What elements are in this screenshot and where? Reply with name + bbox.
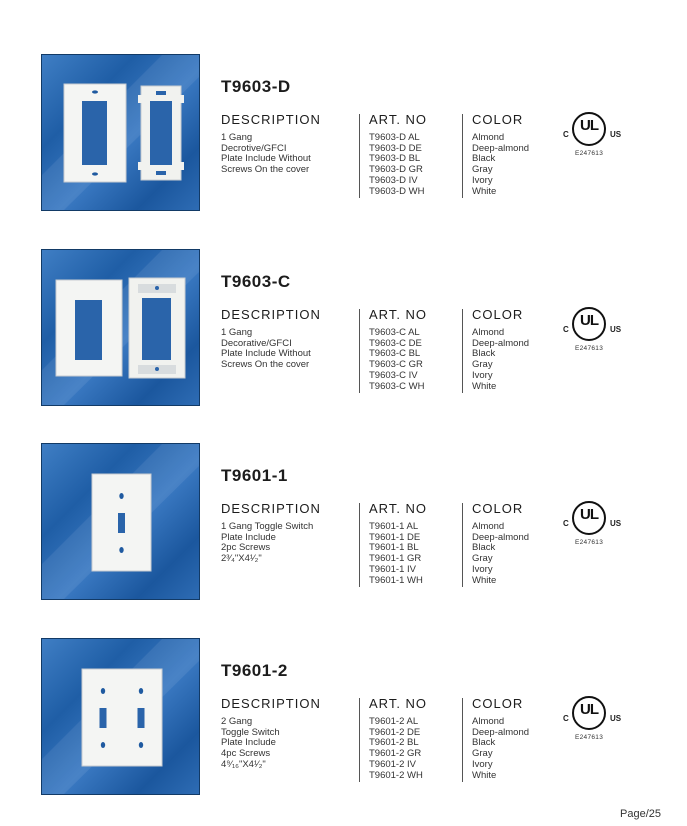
art-no-item: T9601-1 BL: [369, 542, 419, 554]
color-item: Almond: [472, 716, 505, 727]
art-no-list: [369, 328, 424, 392]
color-item: Gray: [472, 748, 493, 760]
column-divider: [462, 309, 463, 393]
art-no-item: T9601-1 GR: [369, 553, 422, 565]
art-no-item: T9601-1 WH: [369, 574, 423, 586]
product-block: [0, 54, 687, 214]
product-photo: [41, 443, 200, 600]
color-item: Almond: [472, 132, 505, 143]
ul-certification-mark: [560, 498, 624, 548]
ul-c-label: C: [563, 130, 569, 139]
color-list: [472, 522, 529, 586]
color-header: COLOR: [472, 696, 524, 711]
description-line: 2³⁄₄"X4¹⁄₂": [221, 553, 262, 565]
art-no-item: T9601-1 AL: [369, 521, 419, 532]
ul-us-label: US: [610, 130, 622, 139]
product-model: T9603-D: [221, 77, 291, 96]
description-header: DESCRIPTION: [221, 501, 321, 516]
column-divider: [359, 503, 360, 587]
color-item: Ivory: [472, 563, 493, 575]
color-header: COLOR: [472, 112, 524, 127]
product-block: [0, 249, 687, 409]
art-no-item: T9603-D BL: [369, 153, 421, 165]
art-no-item: T9601-2 IV: [369, 758, 416, 770]
column-divider: [359, 698, 360, 782]
product-photo: [41, 54, 200, 211]
ul-cert-number: E247613: [575, 345, 604, 352]
description-line: 1 Gang: [221, 132, 253, 143]
product-block: [0, 638, 687, 798]
single-toggle-plate-icon: [42, 444, 200, 600]
description-line: Plate Include Without: [221, 153, 311, 165]
art-no-header: ART. NO: [369, 307, 428, 322]
column-divider: [359, 114, 360, 198]
color-item: Gray: [472, 359, 493, 371]
ul-certification-mark: [560, 693, 624, 743]
art-no-item: T9603-C WH: [369, 380, 425, 392]
color-list: [472, 328, 529, 392]
column-divider: [462, 503, 463, 587]
color-item: Deep-almond: [472, 142, 530, 154]
color-item: Black: [472, 542, 496, 554]
description-lines: [221, 133, 311, 176]
column-divider: [462, 698, 463, 782]
color-item: White: [472, 574, 497, 586]
description-lines: [221, 328, 311, 371]
art-no-item: T9601-2 WH: [369, 769, 423, 781]
color-item: Deep-almond: [472, 531, 530, 543]
ul-c-label: C: [563, 714, 569, 723]
color-item: Ivory: [472, 369, 493, 381]
description-line: Plate Include Without: [221, 348, 311, 360]
product-photo: [41, 249, 200, 406]
art-no-item: T9603-C GR: [369, 359, 423, 371]
description-header: DESCRIPTION: [221, 307, 321, 322]
description-line: Decorative/GFCI: [221, 337, 292, 349]
ul-cert-number: E247613: [575, 539, 604, 546]
product-photo: [41, 638, 200, 795]
art-no-item: T9603-D GR: [369, 164, 423, 176]
art-no-item: T9603-D DE: [369, 142, 422, 154]
ul-cert-number: E247613: [575, 150, 604, 157]
description-line: 2 Gang: [221, 716, 253, 727]
art-no-list: [369, 522, 423, 586]
color-item: Ivory: [472, 758, 493, 770]
decorator-gfci-plate-and-frame-icon: [42, 55, 200, 211]
description-line: 4⁹⁄₁₆"X4¹⁄₂": [221, 758, 266, 770]
description-line: Screws On the cover: [221, 164, 310, 176]
double-toggle-plate-icon: [42, 639, 200, 795]
description-line: 2pc Screws: [221, 542, 271, 554]
ul-certification-mark: [560, 304, 624, 354]
page-number: Page/25: [620, 808, 661, 820]
color-item: White: [472, 769, 497, 781]
color-item: Deep-almond: [472, 726, 530, 738]
art-no-item: T9601-1 IV: [369, 563, 416, 575]
description-lines: [221, 522, 313, 565]
art-no-item: T9601-2 BL: [369, 737, 419, 749]
column-divider: [462, 114, 463, 198]
description-line: Screws On the cover: [221, 359, 310, 371]
art-no-item: T9603-C DE: [369, 337, 422, 349]
art-no-item: T9601-2 DE: [369, 726, 421, 738]
color-list: [472, 717, 529, 781]
ul-logo-text: UL: [580, 312, 598, 329]
description-header: DESCRIPTION: [221, 696, 321, 711]
art-no-item: T9603-D WH: [369, 185, 425, 197]
art-no-header: ART. NO: [369, 696, 428, 711]
art-no-item: T9603-D AL: [369, 132, 420, 143]
product-model: T9601-2: [221, 661, 288, 680]
color-item: White: [472, 185, 497, 197]
ul-us-label: US: [610, 519, 622, 528]
color-item: Gray: [472, 164, 493, 176]
color-item: Ivory: [472, 174, 493, 186]
ul-logo-text: UL: [580, 701, 598, 718]
description-line: Plate Include: [221, 531, 276, 543]
column-divider: [359, 309, 360, 393]
description-header: DESCRIPTION: [221, 112, 321, 127]
ul-logo-text: UL: [580, 506, 598, 523]
art-no-item: T9601-1 DE: [369, 531, 421, 543]
art-no-item: T9603-C AL: [369, 327, 420, 338]
product-model: T9603-C: [221, 272, 291, 291]
description-lines: [221, 717, 280, 771]
ul-c-label: C: [563, 325, 569, 334]
art-no-item: T9603-C IV: [369, 369, 418, 381]
description-line: Plate Include: [221, 737, 276, 749]
product-block: [0, 443, 687, 603]
ul-certification-mark: [560, 109, 624, 159]
color-item: Black: [472, 348, 496, 360]
art-no-list: [369, 133, 424, 197]
color-list: [472, 133, 529, 197]
ul-logo-text: UL: [580, 117, 598, 134]
description-line: Toggle Switch: [221, 726, 280, 738]
color-item: Black: [472, 737, 496, 749]
art-no-item: T9603-C BL: [369, 348, 421, 360]
art-no-item: T9601-2 AL: [369, 716, 419, 727]
description-line: 4pc Screws: [221, 748, 271, 760]
ul-us-label: US: [610, 714, 622, 723]
art-no-item: T9603-D IV: [369, 174, 418, 186]
color-item: Deep-almond: [472, 337, 530, 349]
ul-cert-number: E247613: [575, 734, 604, 741]
art-no-item: T9601-2 GR: [369, 748, 422, 760]
art-no-header: ART. NO: [369, 501, 428, 516]
product-model: T9601-1: [221, 466, 288, 485]
decorator-gfci-plate-and-frame-icon: [42, 250, 200, 406]
description-line: 1 Gang: [221, 327, 253, 338]
color-item: Almond: [472, 327, 505, 338]
color-item: Gray: [472, 553, 493, 565]
color-item: Almond: [472, 521, 505, 532]
art-no-list: [369, 717, 423, 781]
description-line: 1 Gang Toggle Switch: [221, 521, 314, 532]
color-header: COLOR: [472, 307, 524, 322]
color-item: White: [472, 380, 497, 392]
ul-us-label: US: [610, 325, 622, 334]
description-line: Decrotive/GFCI: [221, 142, 287, 154]
ul-c-label: C: [563, 519, 569, 528]
art-no-header: ART. NO: [369, 112, 428, 127]
color-header: COLOR: [472, 501, 524, 516]
color-item: Black: [472, 153, 496, 165]
